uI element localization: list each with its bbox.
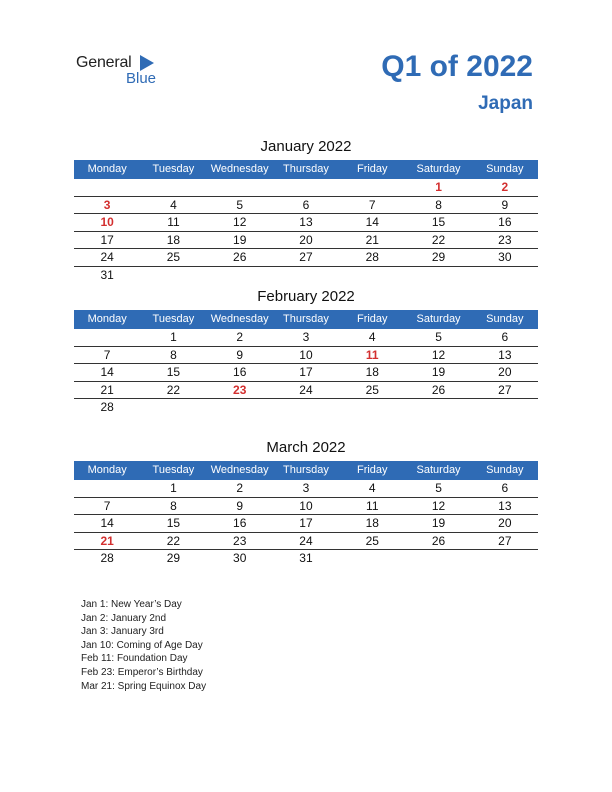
day-cell: 23	[233, 382, 247, 397]
day-cell: 6	[501, 481, 509, 495]
weekday-label: Wednesday	[210, 464, 269, 476]
week-row	[74, 214, 538, 232]
day-cell: 12	[431, 347, 446, 362]
weekday-label: Wednesday	[210, 163, 269, 175]
weekday-label: Sunday	[486, 163, 524, 175]
weekday-header	[74, 160, 538, 179]
day-cell	[472, 267, 538, 285]
weekday-header	[74, 461, 538, 480]
day-cell: 18	[166, 232, 181, 247]
day-cell: 15	[166, 516, 181, 530]
day-cell: 29	[431, 250, 446, 264]
week-row	[74, 347, 538, 365]
day-cell: 3	[103, 197, 111, 212]
week-row	[74, 533, 538, 551]
weekday-label: Sunday	[486, 313, 524, 325]
day-cell	[140, 267, 206, 285]
month-title: February 2022	[257, 288, 355, 305]
day-cell: 10	[299, 498, 313, 513]
day-cell	[140, 179, 206, 196]
day-cell: 24	[299, 533, 313, 548]
week-row	[74, 267, 538, 285]
day-cell: 17	[100, 232, 114, 247]
day-cell: 23	[233, 533, 247, 548]
logo-flag-icon	[140, 55, 154, 71]
logo-general-text: General	[76, 54, 132, 71]
month-grid	[74, 329, 538, 417]
holiday-list	[81, 598, 206, 693]
day-cell: 30	[233, 551, 247, 565]
holiday-item: Jan 3: January 3rd	[81, 626, 164, 638]
weekday-label: Friday	[356, 313, 388, 325]
weekday-label: Sunday	[486, 464, 524, 476]
day-cell: 13	[299, 215, 313, 229]
day-cell	[405, 267, 471, 285]
day-cell: 18	[365, 516, 379, 530]
day-cell: 21	[100, 533, 114, 548]
day-cell: 21	[365, 232, 379, 247]
day-cell	[207, 399, 273, 417]
day-cell: 18	[365, 365, 379, 379]
day-cell: 14	[100, 516, 114, 530]
day-cell	[472, 399, 538, 417]
day-cell	[472, 550, 538, 568]
day-cell: 11	[365, 347, 379, 362]
day-cell: 4	[170, 197, 177, 212]
weekday-label: Thursday	[283, 163, 329, 175]
day-cell: 14	[100, 365, 114, 379]
day-cell: 2	[236, 481, 244, 495]
day-cell	[273, 267, 339, 285]
day-cell: 7	[103, 347, 111, 362]
day-cell: 22	[166, 382, 181, 397]
day-cell: 21	[100, 382, 114, 397]
day-cell: 1	[170, 330, 177, 344]
day-cell: 2	[501, 180, 509, 194]
day-cell: 5	[236, 197, 244, 212]
day-cell: 11	[167, 215, 180, 229]
holiday-item: Mar 21: Spring Equinox Day	[81, 680, 207, 692]
day-cell: 3	[302, 481, 310, 495]
day-cell: 6	[302, 197, 310, 212]
day-cell: 5	[435, 330, 442, 344]
day-cell: 9	[236, 498, 244, 513]
day-cell: 5	[435, 481, 442, 495]
day-cell: 28	[100, 551, 114, 565]
day-cell: 16	[233, 365, 247, 379]
weekday-label: Saturday	[416, 313, 461, 325]
day-cell: 25	[166, 250, 181, 264]
holiday-item: Jan 10: Coming of Age Day	[81, 639, 203, 651]
day-cell: 20	[299, 232, 313, 247]
week-row	[74, 382, 538, 400]
week-row	[74, 179, 538, 197]
holiday-item: Feb 11: Foundation Day	[81, 653, 188, 665]
day-cell: 31	[100, 267, 114, 282]
week-row	[74, 515, 538, 533]
day-cell: 14	[365, 215, 379, 229]
day-cell: 22	[431, 232, 446, 247]
weekday-label: Saturday	[416, 163, 461, 175]
day-cell	[405, 550, 471, 568]
day-cell: 17	[299, 365, 313, 379]
day-cell	[207, 179, 273, 196]
day-cell: 9	[236, 347, 244, 362]
weekday-label: Tuesday	[152, 464, 195, 476]
day-cell: 10	[100, 215, 114, 229]
day-cell: 19	[233, 232, 247, 247]
week-row	[74, 329, 538, 347]
day-cell: 8	[170, 347, 177, 362]
day-cell: 16	[233, 516, 247, 530]
week-row	[74, 249, 538, 267]
day-cell	[140, 399, 206, 417]
day-cell: 19	[431, 516, 446, 530]
day-cell: 11	[366, 498, 379, 513]
day-cell: 26	[233, 250, 247, 264]
month-grid	[74, 179, 538, 284]
week-row	[74, 364, 538, 382]
weekday-label: Tuesday	[152, 313, 195, 325]
day-cell: 27	[498, 533, 512, 548]
day-cell	[273, 179, 339, 196]
weekday-label: Friday	[356, 464, 388, 476]
day-cell	[405, 399, 471, 417]
day-cell: 24	[100, 250, 114, 264]
day-cell	[339, 267, 405, 285]
week-row	[74, 550, 538, 568]
week-row	[74, 480, 538, 498]
day-cell: 8	[435, 197, 442, 212]
day-cell: 12	[431, 498, 446, 513]
day-cell: 17	[299, 516, 313, 530]
day-cell: 7	[368, 197, 376, 212]
day-cell: 7	[103, 498, 111, 513]
day-cell	[339, 179, 405, 196]
day-cell: 6	[501, 330, 509, 344]
day-cell: 4	[368, 481, 376, 495]
day-cell: 10	[299, 347, 313, 362]
day-cell: 2	[236, 330, 244, 344]
day-cell: 4	[368, 330, 376, 344]
day-cell	[339, 399, 405, 417]
week-row	[74, 232, 538, 250]
holiday-item: Jan 1: New Year’s Day	[81, 599, 182, 610]
month-january	[74, 136, 538, 284]
week-row	[74, 498, 538, 516]
day-cell: 1	[170, 481, 177, 495]
day-cell: 8	[170, 498, 177, 513]
weekday-label: Thursday	[283, 313, 329, 325]
day-cell: 30	[498, 250, 512, 264]
brand-logo	[76, 54, 186, 88]
weekday-label: Monday	[87, 313, 127, 325]
day-cell: 28	[100, 400, 114, 414]
weekday-label: Monday	[87, 163, 127, 175]
month-title: January 2022	[260, 138, 352, 155]
day-cell: 20	[498, 516, 512, 530]
weekday-label: Friday	[356, 163, 388, 175]
weekday-label: Saturday	[416, 464, 461, 476]
day-cell	[74, 329, 140, 346]
day-cell: 24	[299, 382, 313, 397]
day-cell: 9	[501, 197, 509, 212]
day-cell: 3	[302, 330, 310, 344]
day-cell	[273, 399, 339, 417]
weekday-label: Thursday	[283, 464, 329, 476]
weekday-label: Wednesday	[210, 313, 269, 325]
country-label: Japan	[478, 93, 533, 114]
day-cell: 12	[233, 215, 247, 229]
day-cell: 26	[431, 382, 446, 397]
day-cell: 25	[365, 382, 379, 397]
day-cell	[207, 267, 273, 285]
weekday-label: Tuesday	[152, 163, 195, 175]
day-cell: 15	[166, 365, 181, 379]
day-cell	[339, 550, 405, 568]
day-cell: 13	[498, 498, 512, 513]
week-row	[74, 197, 538, 215]
day-cell	[74, 179, 140, 196]
holiday-item: Jan 2: January 2nd	[81, 612, 167, 624]
month-grid	[74, 480, 538, 568]
day-cell: 26	[431, 533, 446, 548]
logo-blue-text: Blue	[126, 70, 157, 87]
day-cell	[74, 480, 140, 497]
day-cell: 20	[498, 365, 512, 379]
weekday-header	[74, 310, 538, 329]
day-cell: 19	[431, 365, 446, 379]
holiday-item: Feb 23: Emperor’s Birthday	[81, 666, 203, 678]
day-cell: 1	[435, 180, 442, 194]
day-cell: 13	[498, 347, 512, 362]
month-february	[74, 286, 538, 417]
day-cell: 29	[166, 551, 181, 565]
day-cell: 27	[498, 382, 512, 397]
page-title: Q1 of 2022	[381, 50, 533, 83]
day-cell: 25	[365, 533, 379, 548]
day-cell: 28	[365, 250, 379, 264]
month-title: March 2022	[266, 439, 346, 456]
month-march	[74, 437, 538, 568]
day-cell: 31	[299, 551, 313, 565]
day-cell: 15	[431, 215, 446, 229]
day-cell: 27	[299, 250, 313, 264]
day-cell: 16	[498, 215, 512, 229]
day-cell: 22	[166, 533, 181, 548]
day-cell: 23	[498, 232, 512, 247]
week-row	[74, 399, 538, 417]
weekday-label: Monday	[87, 464, 127, 476]
